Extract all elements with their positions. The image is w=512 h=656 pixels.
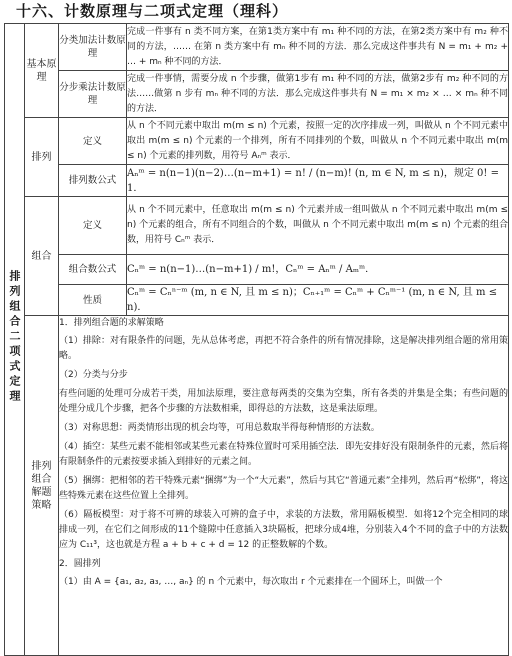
row-text-perm-formula: Aₙᵐ = n(n−1)(n−2)…(n−m+1) = n! / (n−m)! (n, m ∈ N, m ≤ n)，规定 0! = 1．	[127, 165, 509, 197]
row-label-perm-def: 定义	[59, 118, 127, 165]
row-text-multiplication: 完成一件事情，需要分成 n 个步骤，做第1步有 m₁ 种不同的方法，做第2步有 m₂ 种不同的方法……做第 n 步有 mₙ 种不同的方法．那么完成这件事共有 N = m₁ × m₂ × … × mₙ 种不同的方法．	[127, 71, 509, 118]
formula-table	[4, 23, 509, 656]
table-row	[5, 255, 509, 285]
strategy-paragraph: （2）分类与分步	[59, 370, 128, 380]
section-basic-label: 基本原理	[25, 24, 59, 118]
section-comb-label: 组合	[25, 197, 59, 316]
strategy-paragraph: （6）隔板模型：对于将不可辨的球装入可辨的盒子中，求装的方法数，常用隔板模型．如将12个完全相同的球排成一列，在它们之间形成的11个缝隙中任意插入3块隔板，把球分成4堆，分别装入4个不同的盒子中的方法数应为 C₁₁³，这也就是方程 a + b + c + d = 12 的正整数解的个数。	[59, 510, 508, 550]
row-text-perm-def: 从 n 个不同元素中取出 m(m ≤ n) 个元素，按照一定的次序排成一列，叫做从 n 个不同元素中取出 m(m ≤ n) 个元素的一个排列，所有不同排列的个数，叫做从 n 个不同元素中取出 m(m ≤ n) 个元素的排列数，用符号 Aₙᵐ 表示．	[127, 118, 509, 165]
row-label-comb-property: 性质	[59, 285, 127, 316]
strategy-paragraph: （5）捆绑：把相邻的若干特殊元素“捆绑”为一个“大元素”，然后与其它“普通元素”全排列，然后再“松绑”，将这些特殊元素在这些位置上全排列。	[59, 476, 508, 501]
table-row	[5, 118, 509, 165]
strategy-heading-2: 2．圆排列	[59, 559, 101, 569]
strategy-paragraph: （1）由 A = {a₁, a₂, a₃, …, aₙ} 的 n 个元素中，每次取出 r 个元素排在一个圆环上，叫做一个	[59, 577, 443, 587]
row-text-comb-formula: Cₙᵐ = n(n−1)…(n−m+1) / m!，Cₙᵐ = Aₙᵐ / Aₘᵐ．	[127, 255, 509, 285]
table-row	[5, 165, 509, 197]
strategy-content	[59, 316, 509, 656]
strategy-heading-1: 1．排列组合题的求解策略	[59, 318, 164, 328]
row-label-comb-formula: 组合数公式	[59, 255, 127, 285]
strategy-paragraph: （3）对称思想：两类情形出现的机会均等，可用总数取半得每种情形的方法数。	[59, 423, 380, 433]
row-label-comb-def: 定义	[59, 197, 127, 255]
row-label-perm-formula: 排列数公式	[59, 165, 127, 197]
row-text-comb-def: 从 n 个不同元素中，任意取出 m(m ≤ n) 个元素并成一组叫做从 n 个不同元素中取出 m(m ≤ n) 个元素的组合，所有不同组合的个数，叫做从 n 个不同元素中取出 m(m ≤ n) 个元素的组合数，用符号 Cₙᵐ 表示．	[127, 197, 509, 255]
row-label-addition: 分类加法计数原理	[59, 24, 127, 71]
strategy-paragraph: （1）排除：对有限条件的问题，先从总体考虑，再把不符合条件的所有情况排除，这是解决排列组合题的常用策略。	[59, 336, 508, 361]
table-row	[5, 71, 509, 118]
row-text-comb-property: Cₙᵐ = Cₙⁿ⁻ᵐ (m, n ∈ N, 且 m ≤ n)；Cₙ₊₁ᵐ = Cₙᵐ + Cₙᵐ⁻¹ (m, n ∈ N, 且 m ≤ n)．	[127, 285, 509, 316]
strategy-paragraph: （4）插空：某些元素不能相邻或某些元素在特殊位置时可采用插空法．即先安排好没有限制条件的元素，然后将有限制条件的元素按要求插入到排好的元素之间。	[59, 442, 508, 467]
section-perm-label: 排列	[25, 118, 59, 197]
row-text-addition: 完成一件事有 n 类不同方案，在第1类方案中有 m₁ 种不同的方法，在第2类方案中有 m₂ 种不同的方法，…… 在第 n 类方案中有 mₙ 种不同的方法．那么完成这件事共有 N = m₁ + m₂ + … + mₙ 种不同的方法．	[127, 24, 509, 71]
table-row	[5, 197, 509, 255]
table-row	[5, 316, 509, 656]
left-header	[5, 24, 25, 656]
strategy-paragraph: 有些问题的处理可分成若干类，用加法原理，要注意每两类的交集为空集，所有各类的并集是全集；有些问题的处理分成几个步骤，把各个步骤的方法数相乘，即得总的方法数，这是乘法原理。	[59, 389, 508, 414]
left-header-text: 排列组合二项式定理	[8, 270, 21, 405]
row-label-multiplication: 分步乘法计数原理	[59, 71, 127, 118]
page-title: 十六、计数原理与二项式定理（理科）	[16, 2, 289, 20]
table-row	[5, 24, 509, 71]
table-row	[5, 285, 509, 316]
section-strategy-label: 排列组合解题策略	[25, 316, 59, 656]
